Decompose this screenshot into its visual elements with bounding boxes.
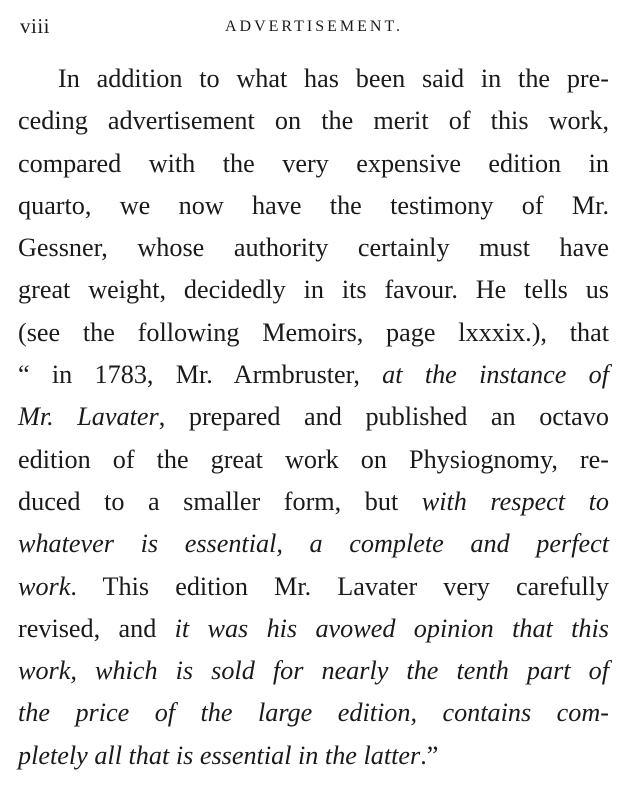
text-run: . This edition Mr. Lavater very carefully [70,571,609,601]
text-line [18,608,609,650]
text-line [18,692,609,734]
text-line [18,269,609,311]
running-title: ADVERTISEMENT. [224,18,404,35]
text-line [18,566,609,608]
text-line [18,227,609,269]
text-line [18,523,609,565]
italic-text: with respect to [421,486,609,516]
text-line [18,735,609,777]
text-line [18,439,609,481]
text-run: Gessner, whose authority certainly must have [18,233,609,263]
italic-text: whatever is essential, a complete and perfect [18,529,609,559]
italic-text: Mr. Lavater [18,402,159,432]
text-line [18,650,609,692]
text-line [18,185,609,227]
italic-text: it was his avowed opinion that this [174,613,609,643]
page-header [20,14,608,44]
text-line [18,312,609,354]
italic-text: the price of the large edition, contains com- [18,698,609,728]
text-line [18,354,609,396]
text-run: , prepared and published an octavo [158,402,609,432]
text-line [18,396,609,438]
italic-text: work, which is sold for nearly the tenth part of [18,656,609,686]
text-run: edition of the great work on Physiognomy, re- [18,444,609,474]
text-run: .” [420,740,439,770]
text-run: “ in 1783, Mr. Armbruster, [18,360,383,390]
text-run: (see the following Memoirs, page lxxxix.), that [18,317,609,347]
italic-text: work [18,571,71,601]
body-paragraph [18,58,609,777]
italic-text: pletely all that is essential in the latter [18,740,421,770]
text-run: quarto, we now have the testimony of Mr. [18,190,609,220]
text-run: revised, and [18,613,175,643]
text-run: compared with the very expensive edition in [18,148,609,178]
text-line [18,481,609,523]
text-run: ceding advertisement on the merit of this work, [18,106,609,136]
text-line [18,100,609,142]
italic-text: at the instance of [382,360,609,390]
text-run: duced to a smaller form, but [18,486,422,516]
text-line [18,143,609,185]
page-number: viii [20,14,51,38]
text-run: In addition to what has been said in the pre- [58,64,609,93]
text-run: great weight, decidedly in its favour. He tells us [18,275,609,305]
text-line [18,58,609,100]
